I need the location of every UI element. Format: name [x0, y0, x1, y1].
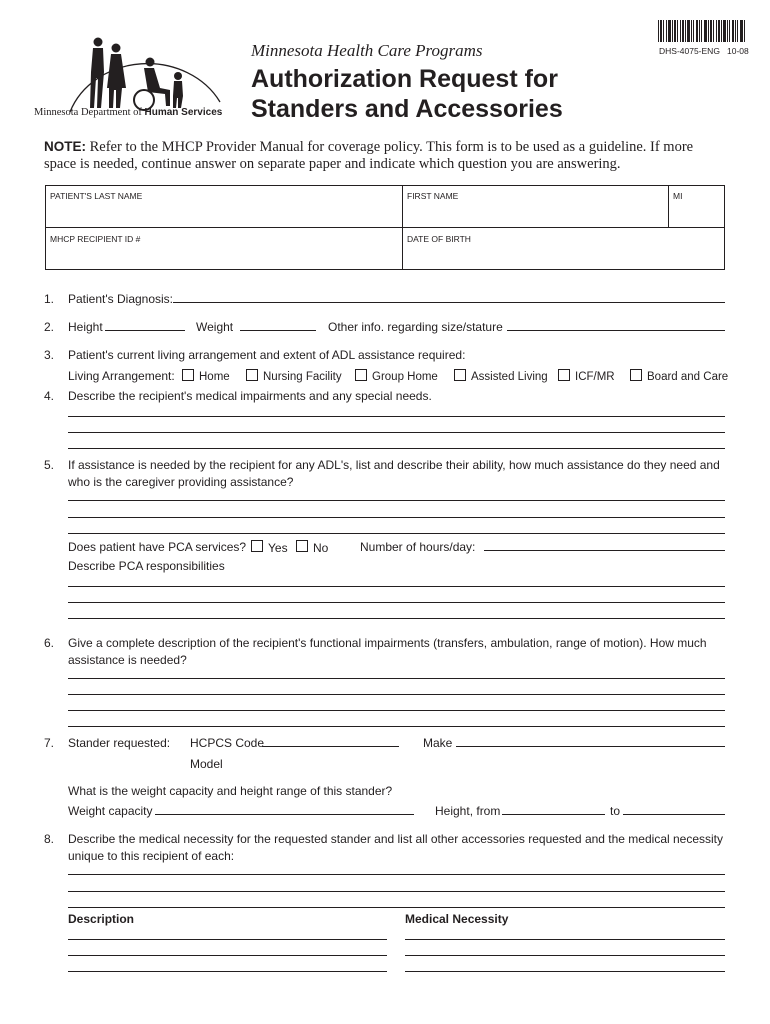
q5-number: 5.	[44, 458, 55, 472]
other-info-field[interactable]	[507, 330, 725, 331]
weight-field[interactable]	[240, 330, 316, 331]
answer-line[interactable]	[68, 500, 725, 501]
patient-last-name-field[interactable]: PATIENT'S LAST NAME	[50, 191, 143, 201]
medical-necessity-field[interactable]	[405, 955, 725, 956]
model-label: Model	[190, 757, 223, 771]
group-home-checkbox[interactable]	[355, 369, 367, 381]
q8-line-1: Describe the medical necessity for the requested stander and list all other accessories requested and the medical necessity	[68, 832, 724, 846]
q1-number: 1.	[44, 292, 55, 306]
q3-number: 3.	[44, 348, 55, 362]
weight-height-range-question: What is the weight capacity and height range of this stander?	[68, 784, 393, 798]
living-arrangement-label: Living Arrangement:	[68, 369, 175, 383]
note-line-2: space is needed, continue answer on separate paper and indicate which question you are answering.	[44, 156, 621, 172]
q6-number: 6.	[44, 636, 55, 650]
q6-line-2: assistance is needed?	[68, 653, 187, 667]
weight-label: Weight	[196, 320, 234, 334]
answer-line[interactable]	[68, 618, 725, 619]
pca-no-label: No	[313, 541, 329, 555]
hours-per-day-label: Number of hours/day:	[360, 540, 476, 554]
title-line-2: Standers and Accessories	[251, 95, 563, 123]
hours-per-day-field[interactable]	[484, 550, 725, 551]
form-date: 10-08	[727, 46, 749, 56]
assisted-living-option-label: Assisted Living	[471, 371, 548, 383]
q3-label: Patient's current living arrangement and extent of ADL assistance required:	[68, 348, 466, 362]
home-option-label: Home	[199, 371, 230, 383]
answer-line[interactable]	[68, 448, 725, 449]
medical-necessity-field[interactable]	[405, 939, 725, 940]
recipient-id-field[interactable]: MHCP RECIPIENT ID #	[50, 234, 141, 244]
middle-initial-field[interactable]: MI	[673, 191, 683, 201]
height-from-label: Height, from	[435, 804, 501, 818]
description-field[interactable]	[68, 955, 387, 956]
board-and-care-option-label: Board and Care	[647, 371, 729, 383]
q8-line-2: unique to this recipient of each:	[68, 849, 235, 863]
height-field[interactable]	[105, 330, 185, 331]
q7-number: 7.	[44, 736, 55, 750]
make-field[interactable]	[456, 746, 725, 747]
home-checkbox[interactable]	[182, 369, 194, 381]
barcode	[658, 20, 746, 42]
nursing-facility-option-label: Nursing Facility	[263, 371, 342, 383]
q5-line-2: who is the caregiver providing assistance?	[68, 475, 294, 489]
diagnosis-field[interactable]	[173, 302, 725, 303]
note-line-1: NOTE: Refer to the MHCP Provider Manual for coverage policy. This form is to be used as a guideline. If more	[44, 139, 694, 155]
description-field[interactable]	[68, 971, 387, 972]
answer-line[interactable]	[68, 907, 725, 908]
table-divider	[668, 185, 669, 227]
group-home-option-label: Group Home	[372, 371, 438, 383]
q8-number: 8.	[44, 832, 55, 846]
answer-line[interactable]	[68, 533, 725, 534]
description-column-header: Description	[68, 912, 135, 926]
answer-line[interactable]	[68, 416, 725, 417]
first-name-field[interactable]: FIRST NAME	[407, 191, 459, 201]
make-label: Make	[423, 736, 453, 750]
q4-label: Describe the recipient's medical impairments and any special needs.	[68, 389, 432, 403]
pca-describe-label: Describe PCA responsibilities	[68, 559, 225, 573]
q6-line-1: Give a complete description of the recipient's functional impairments (transfers, ambulation, range of motion). How much	[68, 636, 707, 650]
answer-line[interactable]	[68, 726, 725, 727]
hcpcs-code-label: HCPCS Code	[190, 736, 265, 750]
q1-label: Patient's Diagnosis:	[68, 292, 174, 306]
answer-line[interactable]	[68, 694, 725, 695]
height-to-field[interactable]	[623, 814, 725, 815]
answer-line[interactable]	[68, 602, 725, 603]
hcpcs-code-field[interactable]	[262, 746, 399, 747]
height-from-field[interactable]	[502, 814, 605, 815]
icf-mr-checkbox[interactable]	[558, 369, 570, 381]
other-info-label: Other info. regarding size/stature	[328, 320, 503, 334]
pca-yes-label: Yes	[268, 541, 288, 555]
description-field[interactable]	[68, 939, 387, 940]
board-and-care-checkbox[interactable]	[630, 369, 642, 381]
q2-number: 2.	[44, 320, 55, 334]
answer-line[interactable]	[68, 432, 725, 433]
answer-line[interactable]	[68, 517, 725, 518]
answer-line[interactable]	[68, 874, 725, 875]
pca-no-checkbox[interactable]	[296, 540, 308, 552]
answer-line[interactable]	[68, 586, 725, 587]
nursing-facility-checkbox[interactable]	[246, 369, 258, 381]
table-divider	[402, 185, 403, 270]
table-divider	[45, 227, 725, 228]
pca-question: Does patient have PCA services?	[68, 540, 247, 554]
assisted-living-checkbox[interactable]	[454, 369, 466, 381]
icf-mr-option-label: ICF/MR	[575, 371, 615, 383]
answer-line[interactable]	[68, 710, 725, 711]
title-line-1: Authorization Request for	[251, 65, 558, 93]
weight-capacity-label: Weight capacity	[68, 804, 153, 818]
q5-line-1: If assistance is needed by the recipient for any ADL's, list and describe their ability, how much assistance do they need and	[68, 458, 720, 472]
stander-requested-label: Stander requested:	[68, 736, 171, 750]
height-label: Height	[68, 320, 103, 334]
height-to-label: to	[610, 804, 621, 818]
date-of-birth-field[interactable]: DATE OF BIRTH	[407, 234, 471, 244]
pca-yes-checkbox[interactable]	[251, 540, 263, 552]
q4-number: 4.	[44, 389, 55, 403]
weight-capacity-field[interactable]	[155, 814, 414, 815]
answer-line[interactable]	[68, 678, 725, 679]
program-name: Minnesota Health Care Programs	[251, 41, 483, 60]
answer-line[interactable]	[68, 891, 725, 892]
agency-name: Minnesota Department of Human Services	[34, 107, 223, 118]
form-number: DHS-4075-ENG	[659, 46, 720, 56]
medical-necessity-column-header: Medical Necessity	[405, 912, 509, 926]
medical-necessity-field[interactable]	[405, 971, 725, 972]
